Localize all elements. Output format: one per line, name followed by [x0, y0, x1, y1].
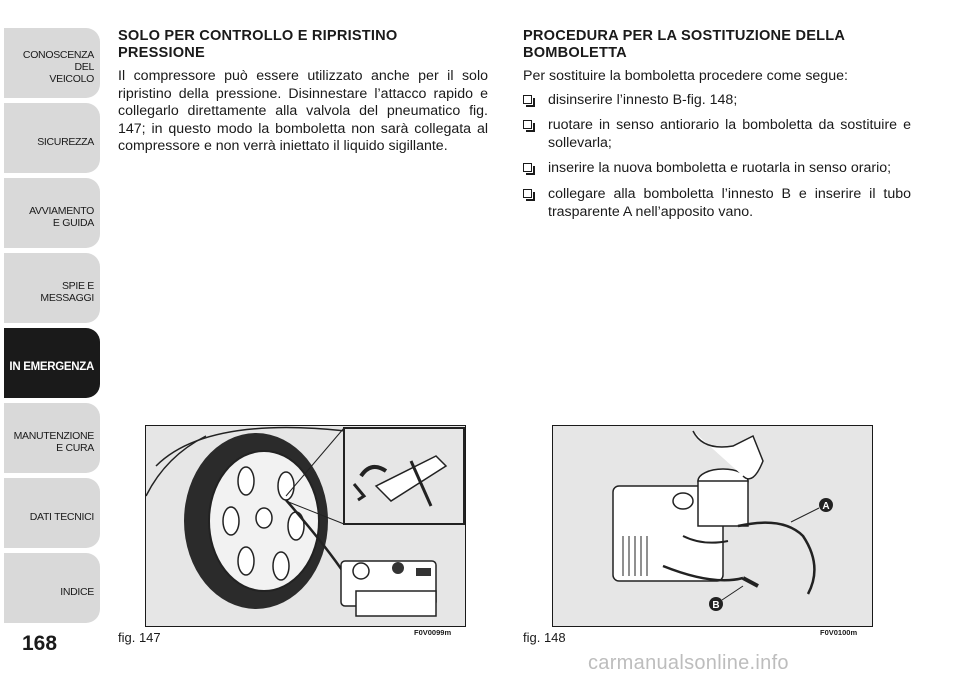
- watermark: carmanualsonline.info: [588, 652, 789, 674]
- figure-caption: fig. 147: [118, 630, 161, 645]
- tab-label-line: AVVIAMENTO: [29, 205, 94, 217]
- figure-code: F0V0100m: [820, 628, 858, 637]
- section-intro: Per sostituire la bomboletta procedere come segue:: [523, 68, 848, 84]
- checkbox-bullet-icon: [523, 95, 532, 104]
- list-item: [523, 117, 911, 152]
- checkbox-bullet-icon: [523, 189, 532, 198]
- cartridge-replacement-drawing: [553, 426, 873, 627]
- section-pressure-restore: [118, 28, 488, 156]
- tab-label-line: E GUIDA: [52, 217, 94, 229]
- tab-label-line: DATI TECNICI: [29, 511, 94, 523]
- step-text: inserire la nuova bomboletta e ruotarla in senso orario;: [548, 160, 892, 177]
- tab-label-line: SICUREZZA: [37, 136, 94, 148]
- list-item: [523, 92, 911, 110]
- figure-147-illustration: [145, 425, 466, 627]
- tab-in-emergenza[interactable]: [4, 328, 100, 398]
- callout-b: B: [712, 600, 720, 611]
- steps-list: [523, 92, 911, 222]
- tab-label-line: MESSAGGI: [40, 292, 94, 304]
- tab-avviamento-e-guida[interactable]: [4, 178, 100, 248]
- checkbox-bullet-icon: [523, 163, 532, 172]
- tab-label-line: VEICOLO: [49, 73, 94, 85]
- list-item: [523, 186, 911, 221]
- tab-label-line: E CURA: [56, 442, 94, 454]
- tab-manutenzione-e-cura[interactable]: [4, 403, 100, 473]
- tab-dati-tecnici[interactable]: [4, 478, 100, 548]
- figure-code: F0V0099m: [414, 628, 452, 637]
- tab-label-line: SPIE E: [61, 280, 94, 292]
- tab-conoscenza-del-veicolo[interactable]: [4, 28, 100, 98]
- figure-caption: fig. 148: [523, 630, 566, 645]
- step-text: disinserire l’innesto B-fig. 148;: [548, 91, 738, 108]
- section-cartridge-replacement: [523, 28, 911, 229]
- tab-label-line: CONOSCENZA: [22, 49, 94, 61]
- checkbox-bullet-icon: [523, 120, 532, 129]
- section-body: Il compressore può essere utilizzato anche per il solo ripristino della pressione. Disinnestare l’attacco rapido e collegarlo direttamente alla valvola del pneumatico fig. 147; in questo modo la bomboletta non sarà collegata al compressore e non verrà iniettato il liquido sigillante.: [118, 68, 488, 155]
- tab-spie-e-messaggi[interactable]: [4, 253, 100, 323]
- callout-a: A: [822, 501, 830, 512]
- page-number: 168: [22, 632, 58, 655]
- step-text: collegare alla bomboletta l’innesto B e inserire il tubo trasparente A nell’apposito vano.: [548, 185, 911, 220]
- section-heading: PROCEDURA PER LA SOSTITUZIONE DELLA BOMBOLETTA: [523, 28, 845, 61]
- figure-148-illustration: [552, 425, 873, 627]
- tab-label-line: IN EMERGENZA: [9, 361, 94, 373]
- tire-compressor-drawing: [146, 426, 466, 627]
- tab-label-line: DEL: [74, 61, 94, 73]
- step-text: ruotare in senso antiorario la bomboletta da sostituire e sollevarla;: [548, 117, 911, 151]
- list-item: [523, 160, 911, 178]
- tab-sicurezza[interactable]: [4, 103, 100, 173]
- tab-indice[interactable]: [4, 553, 100, 623]
- tab-label-line: MANUTENZIONE: [13, 430, 94, 442]
- section-heading: SOLO PER CONTROLLO E RIPRISTINO PRESSIONE: [118, 28, 398, 61]
- tab-label-line: INDICE: [60, 586, 94, 598]
